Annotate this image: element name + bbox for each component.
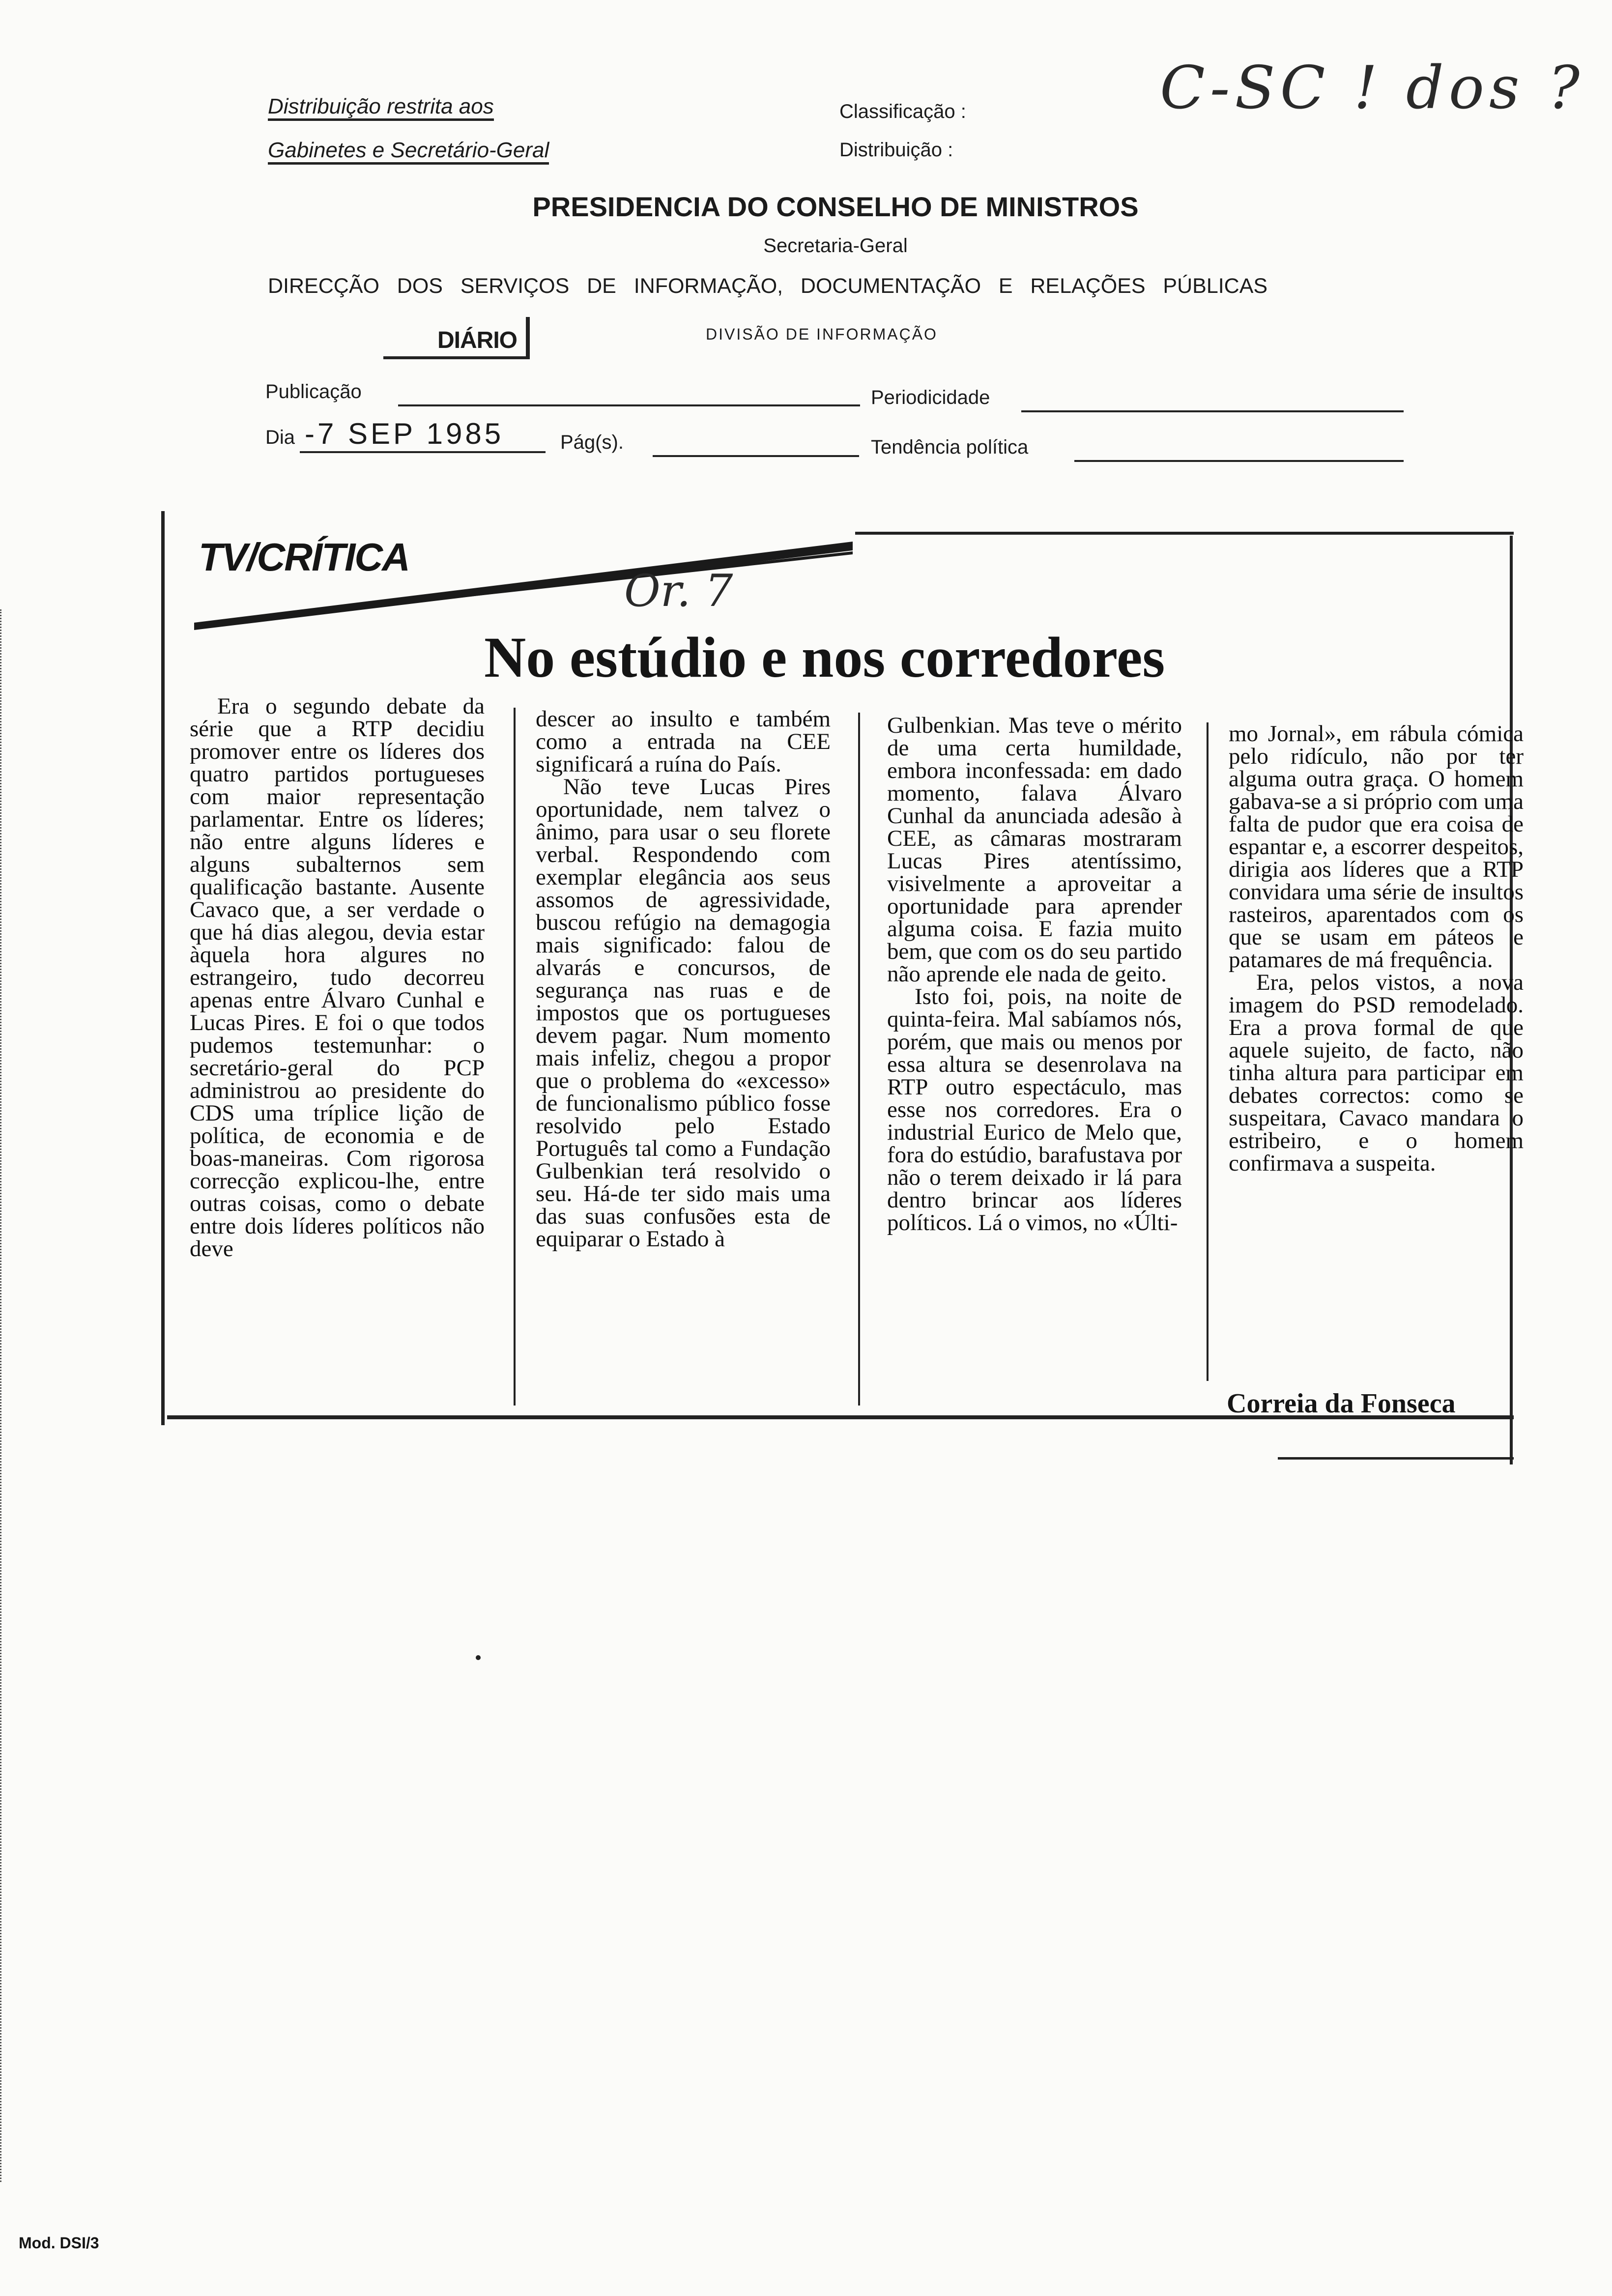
article-title: No estúdio e nos corredores (484, 625, 1165, 689)
column-4-paragraph-2: Era, pelos vistos, a nova imagem do PSD remodelado. Era a prova formal de que aquele sujeito, de facto, não tinha altura para participar em debates correctos: como se suspeitara, Cavaco mandara o estribeiro, e o homem confirmava a suspeita. (1229, 970, 1524, 1176)
dia-label: Dia (265, 427, 295, 448)
column-3-paragraph-1: Gulbenkian. Mas teve o mérito de uma certa humildade, embora inconfessada: em dado momento, falava Álvaro Cunhal da anunciada adesão à CEE, as câmaras mostraram Lucas Pires atentíssimo, visivelmente a aproveitar a oportunidade para aprender alguma coisa. E fazia muito bem, que com os do seu partido não aprende ele nada de geito. (887, 713, 1182, 987)
handwritten-note: C-SC ! dos ? (1160, 54, 1585, 122)
article-signature: Correia da Fonseca (1227, 1388, 1456, 1419)
article-border-left (161, 511, 165, 1425)
secretaria-geral: Secretaria-Geral (763, 235, 908, 257)
column-divider-3 (1207, 722, 1209, 1381)
article-kicker: TV/CRÍTICA (199, 535, 409, 579)
periodicidade-label: Periodicidade (871, 387, 990, 408)
column-3-paragraph-2: Isto foi, pois, na noite de quinta-feira. Mal sabíamos nós, porém, que mais ou menos por essa altura se desenrolava na RTP outro espectáculo, mas esse nos corredores. Era o industrial Eurico de Melo que, fora do estúdio, barafustava por não o terem deixado ir lá para dentro brincar aos líderes políticos. Lá o vimos, no «Últi- (887, 984, 1182, 1235)
column-divider-2 (858, 713, 860, 1406)
classificacao-label: Classificação : (839, 101, 966, 122)
pags-label: Pág(s). (560, 431, 624, 453)
stamp-text: DIÁRIO (437, 327, 517, 353)
kicker-underline-graphic (194, 522, 872, 630)
article-column-1 (190, 695, 485, 1260)
column-divider-1 (514, 708, 516, 1406)
newspaper-stamp (383, 317, 536, 366)
periodicidade-field (1021, 410, 1404, 412)
column-2-paragraph-2: Não teve Lucas Pires oportunidade, nem talvez o ânimo, para usar o seu florete verbal. Respondendo com exemplar elegância aos seus assomos de agressividade, buscou refúgio na demagogia mais significado: falou de alvarás e concursos, de segurança nas ruas e de impostos que os portugueses devem pagar. Num momento mais infeliz, chegou a propor que o problema do «excesso» de funcionalismo público fosse resolvido pelo Estado Português tal como a Fundação Gulbenkian terá resolvido o seu. Há-de ter sido mais uma das suas confusões esta de equiparar o Estado à (536, 774, 831, 1252)
article-border-bottom-shadow (1278, 1457, 1514, 1460)
column-1-paragraph-1: Era o segundo debate da série que a RTP decidiu promover entre os líderes dos quatro partidos portugueses com maior representação parlamentar. Entre os líderes; não entre alguns líderes e alguns subalternos sem qualificação bastante. Ausente Cavaco que, a ser verdade o que há dias alegou, devia estar àquela hora algures no estrangeiro, tudo decorreu apenas entre Álvaro Cunhal e Lucas Pires. E foi o que todos pudemos testemunhar: o secretário-geral do PCP administrou ao presidente do CDS uma tríplice lição de política, de economia e de boas-maneiras. Com rigorosa correcção explicou-lhe, entre outras coisas, como o debate entre dois líderes políticos não deve (190, 693, 485, 1262)
column-2-paragraph-1: descer ao insulto e também como a entrada na CEE significará a ruína do País. (536, 706, 831, 777)
org-title: PRESIDENCIA DO CONSELHO DE MINISTROS (532, 191, 1139, 222)
distribuicao-label: Distribuição : (839, 139, 953, 161)
restricted-distribution-line1: Distribuição restrita aos (268, 96, 494, 121)
scan-edge-mark (0, 609, 21, 2182)
dia-stamp-date: -7 SEP 1985 (305, 417, 504, 450)
tendencia-field (1074, 460, 1404, 462)
article-column-3 (887, 714, 1182, 1234)
article-column-4 (1229, 722, 1524, 1175)
divisao-label: DIVISÃO DE INFORMAÇÃO (706, 325, 938, 343)
publicacao-field (398, 404, 860, 406)
pags-field (653, 455, 859, 457)
direccao-line: DIRECÇÃO DOS SERVIÇOS DE INFORMAÇÃO, DOCUMENTAÇÃO E RELAÇÕES PÚBLICAS (268, 274, 1268, 298)
scan-speck (476, 1655, 481, 1660)
form-code: Mod. DSI/3 (19, 2234, 99, 2252)
publicacao-label: Publicação (265, 381, 362, 402)
article-column-2 (536, 708, 831, 1250)
dia-field (300, 451, 546, 453)
tendencia-label: Tendência política (871, 436, 1029, 458)
column-4-paragraph-1: mo Jornal», em rábula cómica pelo ridículo, não por ter alguma outra graça. O homem gabava-se a si próprio com uma falta de pudor que era coisa de espantar e, a escorrer despeitos, dirigia aos líderes que a RTP convidara uma série de insultos rasteiros, aparentados com os que se usam em páteos e patamares de má frequência. (1229, 721, 1524, 973)
margin-note: Or. 7 (624, 565, 733, 617)
article-border-top (855, 532, 1514, 535)
restricted-distribution-line2: Gabinetes e Secretário-Geral (268, 140, 549, 165)
